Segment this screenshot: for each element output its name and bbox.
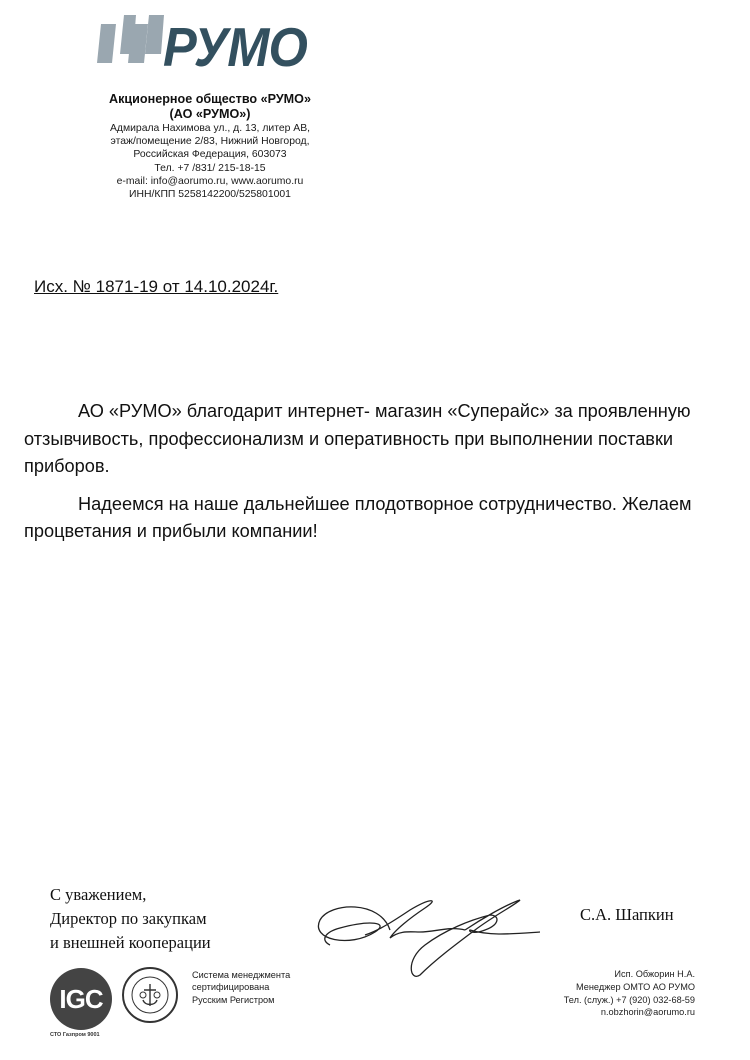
cert-line: Русским Регистром [192, 994, 275, 1005]
address-line: Российская Федерация, 603073 [133, 149, 287, 161]
signature-icon [300, 890, 540, 980]
closing-block [50, 883, 211, 955]
executor-email: n.obzhorin@aorumo.ru [600, 1007, 695, 1018]
executor-name: Исп. Обжорин Н.А. [614, 969, 695, 979]
signer-name: С.А. Шапкин [580, 905, 674, 924]
tax-id-line: ИНН/КПП 5258142200/525801001 [129, 189, 291, 201]
igc-caption: СТО Газпром 9001 [50, 1032, 100, 1038]
signer-title: и внешней кооперации [50, 933, 211, 952]
letter-body [24, 398, 724, 546]
email-line: e-mail: info@aorumo.ru, www.aorumo.ru [116, 175, 304, 187]
logo-wordmark: РУМО [163, 16, 307, 78]
address-line: этаж/помещение 2/83, Нижний Новгород, [110, 136, 310, 148]
phone-line: Тел. +7 /831/ 215-18-15 [154, 162, 266, 174]
certification-text [192, 969, 290, 1006]
outgoing-reference: Исх. № 1871-19 от 14.10.2024г. [34, 277, 279, 296]
company-short-name: (АО «РУМО») [169, 107, 251, 121]
logo-bars-icon [90, 10, 170, 70]
executor-phone: Тел. (служ.) +7 (920) 032-68-59 [563, 994, 695, 1005]
executor-position: Менеджер ОМТО АО РУМО [575, 981, 695, 992]
closing-line: С уважением, [50, 885, 147, 904]
company-name: Акционерное общество «РУМО» [109, 92, 311, 106]
body-paragraph: АО «РУМО» благодарит интернет- магазин «Суперайс» за проявленную отзывчивость, профессионализм и оперативность при выполнении поставки приборов. [24, 401, 691, 477]
company-header [60, 92, 360, 201]
body-paragraph: Надеемся на наше дальнейшее плодотворное сотрудничество. Желаем процветания и прибыли компании! [24, 493, 692, 542]
igc-logo: IGC [50, 968, 112, 1030]
signer-title: Директор по закупкам [50, 909, 207, 928]
executor-contact [520, 968, 695, 1019]
cert-line: Система менеджмента [192, 970, 291, 980]
address-line: Адмирала Нахимова ул., д. 13, литер АВ, [109, 123, 311, 134]
cert-line: сертифицирована [192, 982, 270, 993]
company-logo [90, 10, 307, 78]
russian-register-seal-icon [121, 966, 179, 1024]
